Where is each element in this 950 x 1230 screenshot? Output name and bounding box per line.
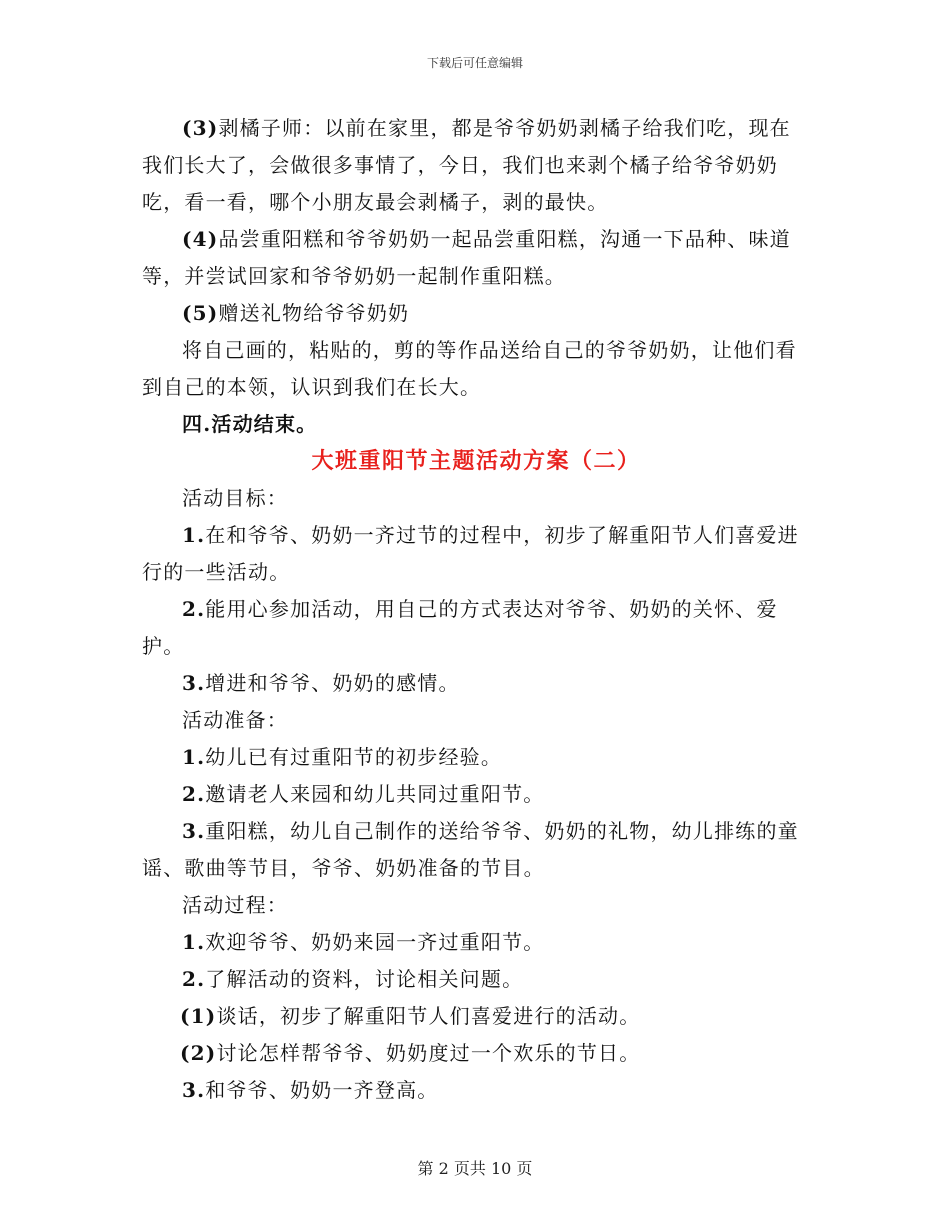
goal-item — [142, 665, 810, 702]
item-number: 3. — [182, 819, 206, 843]
process-item — [142, 1072, 810, 1109]
goal-item — [142, 517, 810, 591]
paragraph-text: 邀请老人来园和幼儿共同过重阳节。 — [205, 782, 545, 806]
paragraph-gift-detail: 将自己画的，粘贴的，剪的等作品送给自己的爷爷奶奶，让他们看到自己的本领，认识到我们在长大。 — [142, 338, 797, 399]
item-number: (3) — [182, 116, 219, 140]
item-number: 2. — [182, 782, 206, 806]
preparation-item — [142, 776, 810, 813]
process-subitem — [142, 998, 810, 1035]
preparation-item — [142, 739, 810, 776]
item-number: 2. — [182, 597, 206, 621]
paragraph-text: 重阳糕，幼儿自己制作的送给爷爷、奶奶的礼物，幼儿排练的童谣、歌曲等节目，爷爷、奶奶准备的节目。 — [142, 819, 799, 880]
paragraph-text: 了解活动的资料，讨论相关问题。 — [205, 967, 524, 991]
goal-item — [142, 591, 810, 665]
item-number: 3. — [182, 671, 206, 695]
paragraph-text: 讨论怎样帮爷爷、奶奶度过一个欢乐的节日。 — [216, 1041, 641, 1065]
paragraph-text: 增进和爷爷、奶奶的感情。 — [205, 671, 460, 695]
process-item — [142, 924, 810, 961]
process-item — [142, 961, 810, 998]
paragraph-text: 和爷爷、奶奶一齐登高。 — [205, 1078, 439, 1102]
item-number: (4) — [182, 227, 219, 251]
item-number: (1) — [180, 1004, 217, 1028]
paragraph-text: 在和爷爷、奶奶一齐过节的过程中，初步了解重阳节人们喜爱进行的一些活动。 — [142, 523, 799, 584]
section-end-heading: 四.活动结束。 — [182, 412, 318, 436]
paragraph-text: 欢迎爷爷、奶奶来园一齐过重阳节。 — [205, 930, 545, 954]
paragraph-text: 谈话，初步了解重阳节人们喜爱进行的活动。 — [216, 1004, 641, 1028]
item-number: 1. — [182, 745, 206, 769]
goals-heading: 活动目标： — [182, 486, 288, 510]
page-footer: 第 2 页共 10 页 — [417, 1159, 533, 1178]
paragraph-peel-oranges — [142, 110, 810, 221]
preparation-heading: 活动准备： — [182, 708, 288, 732]
page-header: 下载后可任意编辑 — [426, 56, 523, 70]
item-number: 1. — [182, 523, 206, 547]
document-body — [142, 110, 810, 1109]
item-number: 3. — [182, 1078, 206, 1102]
paragraph-text: 剥橘子师：以前在家里，都是爷爷奶奶剥橘子给我们吃，现在我们长大了，会做很多事情了，今日，我们也来剥个橘子给爷爷奶奶吃，看一看，哪个小朋友最会剥橘子，剥的最快。 — [142, 116, 791, 214]
paragraph-text: 幼儿已有过重阳节的初步经验。 — [205, 745, 503, 769]
process-heading: 活动过程： — [182, 893, 288, 917]
item-number: 2. — [182, 967, 206, 991]
paragraph-give-gifts — [142, 295, 810, 332]
process-subitem — [142, 1035, 810, 1072]
preparation-item — [142, 813, 810, 887]
paragraph-taste-cake — [142, 221, 810, 295]
item-number: (5) — [182, 301, 219, 325]
paragraph-text: 品尝重阳糕和爷爷奶奶一起品尝重阳糕，沟通一下品种、味道等，并尝试回家和爷爷奶奶一起制作重阳糕。 — [142, 227, 791, 288]
plan-two-title: 大班重阳节主题活动方案（二） — [311, 448, 641, 474]
item-number: (2) — [180, 1041, 217, 1065]
paragraph-text: 赠送礼物给爷爷奶奶 — [218, 301, 410, 325]
paragraph-text: 能用心参加活动，用自己的方式表达对爷爷、奶奶的关怀、爱护。 — [142, 597, 778, 658]
item-number: 1. — [182, 930, 206, 954]
